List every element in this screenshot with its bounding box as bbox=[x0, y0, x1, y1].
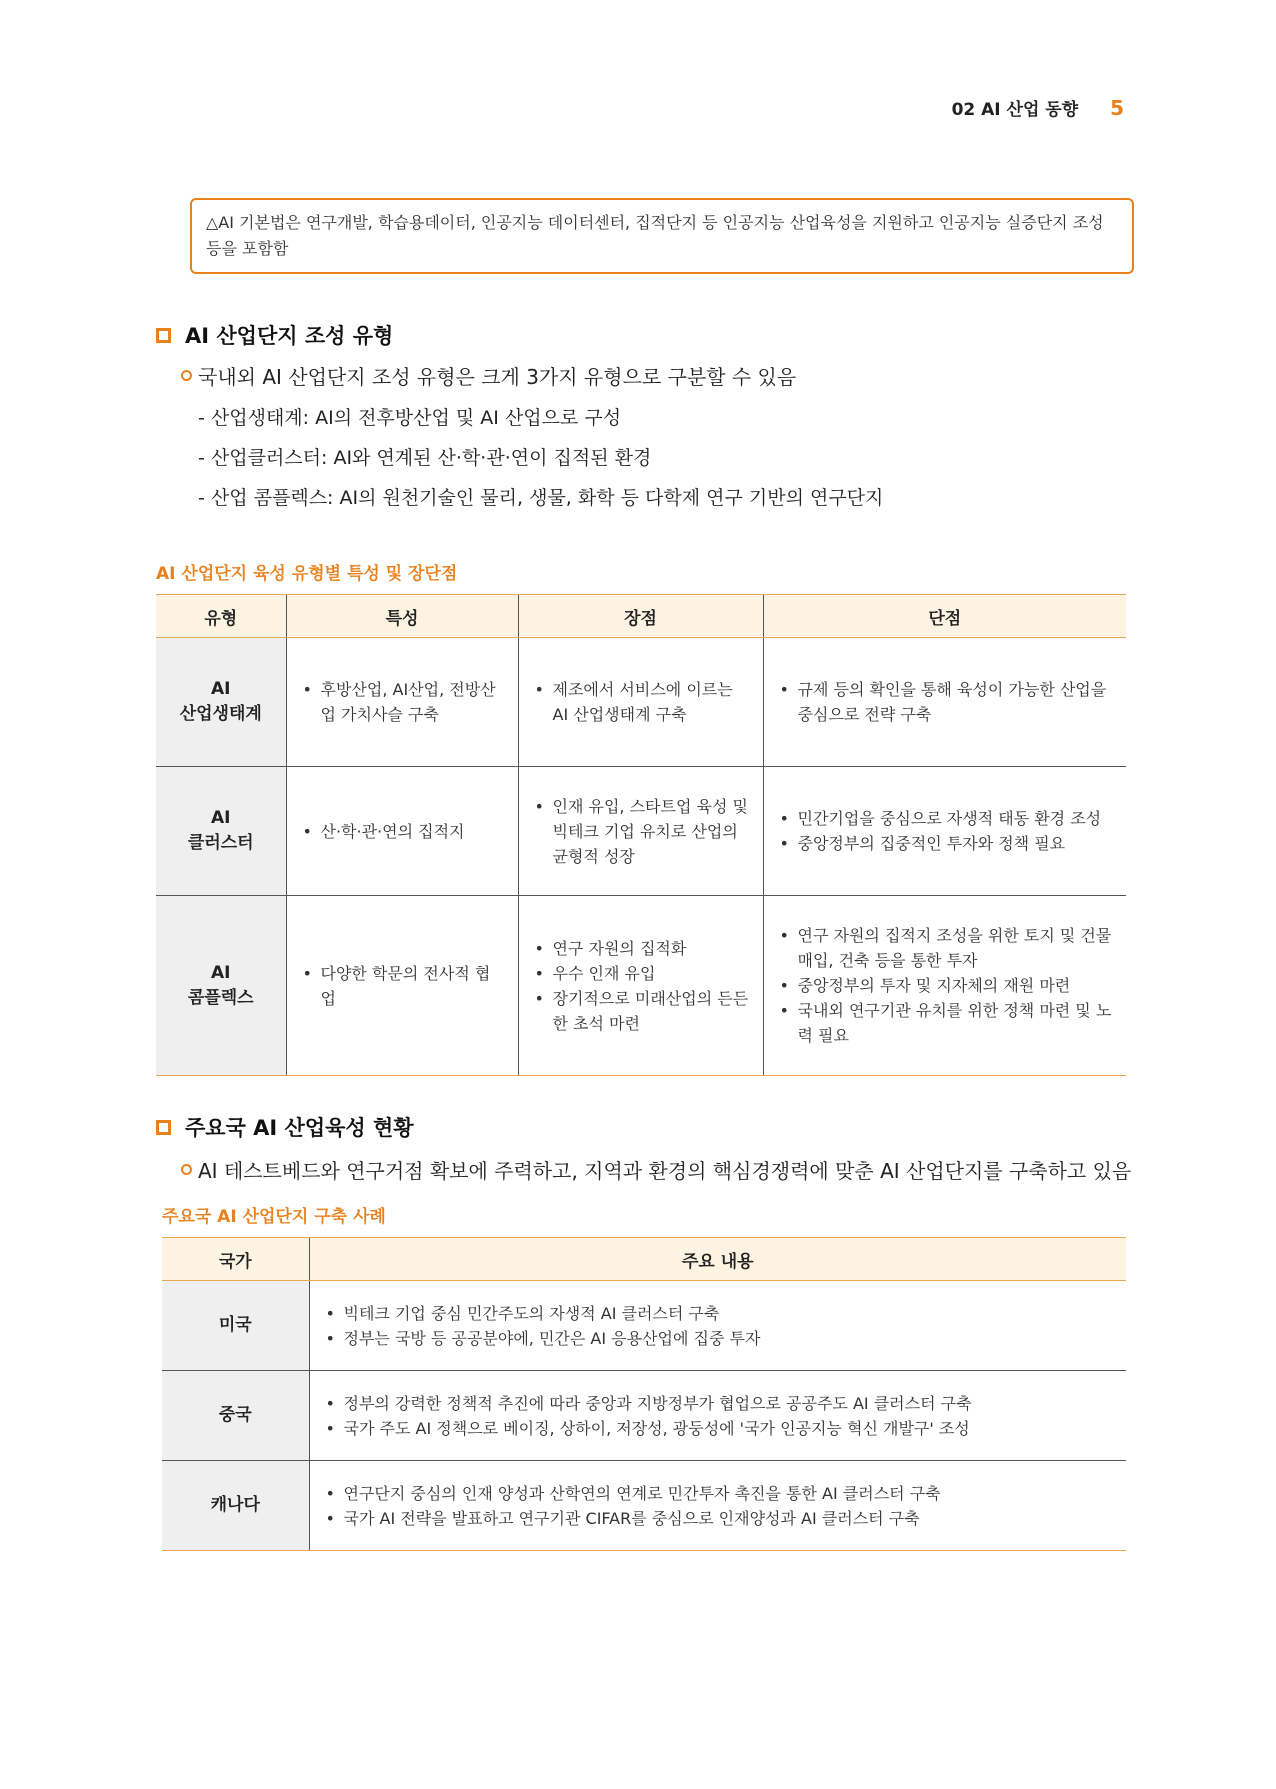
row-pros bbox=[518, 638, 763, 767]
square-bullet-icon bbox=[156, 1120, 171, 1135]
table2-header-row bbox=[162, 1238, 1126, 1281]
header-section-label: 02 AI 산업 동향 bbox=[951, 100, 1079, 120]
section1-bullet-text: 국내외 AI 산업단지 조성 유형은 크게 3가지 유형으로 구분할 수 있음 bbox=[198, 365, 797, 389]
list-item: • 중앙정부의 투자 및 지자체의 재원 마련 bbox=[776, 973, 1115, 998]
list-item: • 후방산업, AI산업, 전방산업 가치사슬 구축 bbox=[299, 677, 506, 727]
row-cons bbox=[763, 896, 1126, 1076]
section2-title-text: 주요국 AI 산업육성 현황 bbox=[185, 1116, 414, 1140]
table-row bbox=[156, 896, 1126, 1076]
list-item: • 규제 등의 확인을 통해 육성이 가능한 산업을 중심으로 전략 구축 bbox=[776, 677, 1115, 727]
row-content bbox=[309, 1281, 1126, 1371]
list-item: • 우수 인재 유입 bbox=[531, 961, 751, 986]
list-item: • 장기적으로 미래산업의 든든한 초석 마련 bbox=[531, 986, 751, 1036]
list-item: • 국가 주도 AI 정책으로 베이징, 상하이, 저장성, 광둥성에 '국가 인공지능 혁신 개발구' 조성 bbox=[322, 1416, 1115, 1441]
list-item: • 산·학·관·연의 집적지 bbox=[299, 819, 506, 844]
table1-header-pros: 장점 bbox=[518, 595, 763, 638]
list-item: • 빅테크 기업 중심 민간주도의 자생적 AI 클러스터 구축 bbox=[322, 1301, 1115, 1326]
section2-bullet bbox=[181, 1155, 1131, 1184]
row-country: 중국 bbox=[162, 1371, 309, 1461]
list-item: • 정부는 국방 등 공공분야에, 민간은 AI 응용산업에 집중 투자 bbox=[322, 1326, 1115, 1351]
section2-bullet-text: AI 테스트베드와 연구거점 확보에 주력하고, 지역과 환경의 핵심경쟁력에 맞춘 AI 산업단지를 구축하고 있음 bbox=[198, 1159, 1132, 1183]
row-country: 캐나다 bbox=[162, 1461, 309, 1551]
list-item: • 인재 유입, 스타트업 육성 및 빅테크 기업 유치로 산업의 균형적 성장 bbox=[531, 794, 751, 869]
list-item: • 연구단지 중심의 인재 양성과 산학연의 연계로 민간투자 촉진을 통한 AI 클러스터 구축 bbox=[322, 1481, 1115, 1506]
list-item: • 제조에서 서비스에 이르는 AI 산업생태계 구축 bbox=[531, 677, 751, 727]
list-item: • 민간기업을 중심으로 자생적 태동 환경 조성 bbox=[776, 806, 1115, 831]
table1-header-row bbox=[156, 595, 1126, 638]
table-row bbox=[162, 1371, 1126, 1461]
list-item: • 연구 자원의 집적화 bbox=[531, 936, 751, 961]
circle-bullet-icon bbox=[181, 1164, 192, 1175]
row-type: AI 콤플렉스 bbox=[156, 896, 286, 1076]
section1-title-text: AI 산업단지 조성 유형 bbox=[185, 324, 394, 348]
row-country: 미국 bbox=[162, 1281, 309, 1371]
table2-header-content: 주요 내용 bbox=[309, 1238, 1126, 1281]
row-cons bbox=[763, 767, 1126, 896]
list-item: • 국내외 연구기관 유치를 위한 정책 마련 및 노력 필요 bbox=[776, 998, 1115, 1048]
section1-bullet bbox=[181, 361, 796, 390]
row-cons bbox=[763, 638, 1126, 767]
table1 bbox=[156, 594, 1126, 1076]
list-item: • 중앙정부의 집중적인 투자와 정책 필요 bbox=[776, 831, 1115, 856]
table-row bbox=[156, 767, 1126, 896]
row-features bbox=[286, 638, 518, 767]
section1-dash-1: - 산업생태계: AI의 전후방산업 및 AI 산업으로 구성 bbox=[198, 407, 622, 429]
section1-title bbox=[156, 320, 393, 350]
row-features bbox=[286, 896, 518, 1076]
row-content bbox=[309, 1461, 1126, 1551]
square-bullet-icon bbox=[156, 328, 171, 343]
table-row bbox=[156, 638, 1126, 767]
page-header bbox=[952, 95, 1124, 120]
section2-title bbox=[156, 1112, 414, 1142]
section1-dash-2: - 산업클러스터: AI와 연계된 산·학·관·연이 집적된 환경 bbox=[198, 447, 652, 469]
table2 bbox=[162, 1237, 1126, 1551]
table2-title: 주요국 AI 산업단지 구축 사례 bbox=[162, 1207, 386, 1227]
row-pros bbox=[518, 767, 763, 896]
list-item: • 다양한 학문의 전사적 협업 bbox=[299, 961, 506, 1011]
row-type: AI 산업생태계 bbox=[156, 638, 286, 767]
list-item: • 정부의 강력한 정책적 추진에 따라 중앙과 지방정부가 협업으로 공공주도 AI 클러스터 구축 bbox=[322, 1391, 1115, 1416]
section1-dash-3: - 산업 콤플렉스: AI의 원천기술인 물리, 생물, 화학 등 다학제 연구 기반의 연구단지 bbox=[198, 487, 884, 509]
row-pros bbox=[518, 896, 763, 1076]
table1-title: AI 산업단지 육성 유형별 특성 및 장단점 bbox=[156, 564, 458, 584]
table1-header-type: 유형 bbox=[156, 595, 286, 638]
row-features bbox=[286, 767, 518, 896]
list-item: • 연구 자원의 집적지 조성을 위한 토지 및 건물 매입, 건축 등을 통한 투자 bbox=[776, 923, 1115, 973]
row-content bbox=[309, 1371, 1126, 1461]
row-type: AI 클러스터 bbox=[156, 767, 286, 896]
note-box: △AI 기본법은 연구개발, 학습용데이터, 인공지능 데이터센터, 집적단지 등 인공지능 산업육성을 지원하고 인공지능 실증단지 조성 등을 포함함 bbox=[190, 198, 1134, 274]
table1-header-features: 특성 bbox=[286, 595, 518, 638]
page-number: 5 bbox=[1110, 96, 1124, 120]
circle-bullet-icon bbox=[181, 370, 192, 381]
table2-header-country: 국가 bbox=[162, 1238, 309, 1281]
table-row bbox=[162, 1281, 1126, 1371]
table-row bbox=[162, 1461, 1126, 1551]
table1-header-cons: 단점 bbox=[763, 595, 1126, 638]
list-item: • 국가 AI 전략을 발표하고 연구기관 CIFAR를 중심으로 인재양성과 AI 클러스터 구축 bbox=[322, 1506, 1115, 1531]
